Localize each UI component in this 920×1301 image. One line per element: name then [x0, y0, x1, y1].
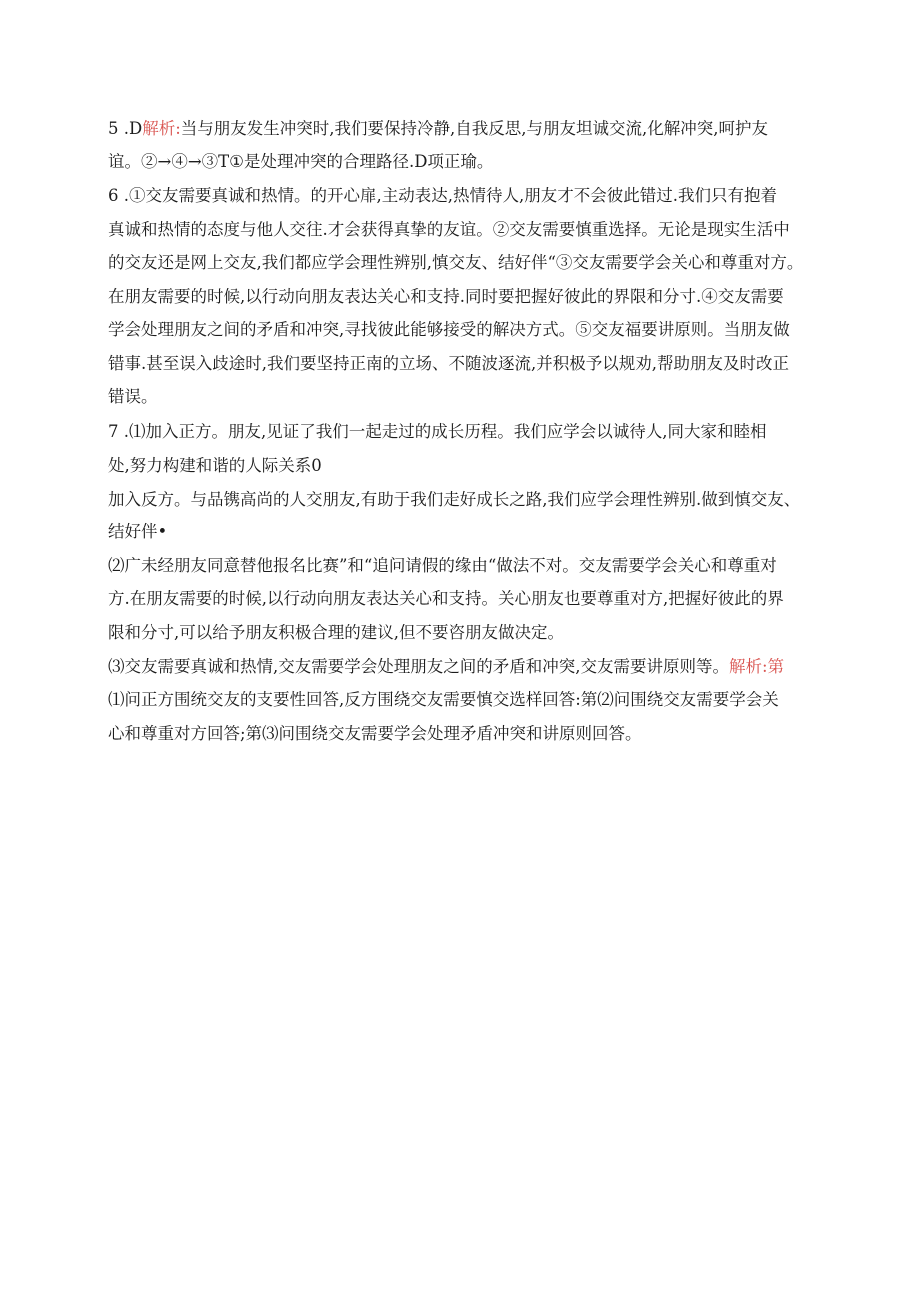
- q7-line-10: 心和尊重对方回答;第⑶问围绕交友需要学会处理矛盾冲突和讲原则回答。: [108, 724, 642, 743]
- q7-line-4: 结好伴•: [108, 522, 168, 541]
- q5-line-1: [108, 118, 768, 140]
- q6-line-3: 的交友还是网上交友,我们都应学会理性辨别,慎交友、结好伴“③交友需要学会关心和尊重对方。: [108, 253, 804, 272]
- q6-line-5: 学会处理朋友之间的矛盾和冲突,寻找彼此能够接受的解决方式。⑤交友福要讲原则。当朋友做: [108, 320, 790, 339]
- q5-analysis-label: 解析:: [142, 119, 181, 138]
- q6-line-6: 错事.甚至误入歧途时,我们要坚持正南的立场、不随波逐流,并积极予以规劝,帮助朋友及时改正: [108, 354, 789, 373]
- q7-line-3: 加入反方。与品镌高尚的人交朋友,有助于我们走好成长之路,我们应学会理性辨别.做到慎交友、: [108, 490, 801, 509]
- q7-analysis-label: 解析:第: [729, 657, 785, 676]
- q6-line-4: 在朋友需要的时候,以行动向朋友表达关心和支持.同时要把握好彼此的界限和分寸.④交友需要: [108, 287, 784, 306]
- q7-line-9: ⑴问正方围统交友的支要性回答,反方围绕交友需要慎交选样回答:第⑵问围绕交友需要学会关: [108, 690, 779, 709]
- q5-text-1: 当与朋友发生冲突时,我们要保持冷静,自我反思,与朋友坦诚交流,化解冲突,呵护友: [180, 119, 769, 138]
- q6-line-7: 错误。: [108, 387, 158, 406]
- q7-line-8: [108, 656, 784, 678]
- q6-line-2: 真诚和热情的态度与他人交往.才会获得真挚的友谊。②交友需要慎重选择。无论是现实生活中: [108, 220, 790, 239]
- q5-number: 5 .D: [108, 119, 143, 138]
- q6-line-1: 6 .①交友需要真诚和热情。的开心扉,主动表达,热情待人,朋友才不会彼此错过.我们只有抱着: [108, 186, 777, 205]
- q7-line-5: ⑵广未经朋友同意替他报名比赛”和“追问请假的缘由“做法不对。交友需要学会关心和尊重对: [108, 556, 777, 575]
- q7-line-6: 方.在朋友需要的时候,以行动向朋友表达关心和支持。关心朋友也要尊重对方,把握好彼此的界: [108, 589, 784, 608]
- q7-answer-3: ⑶交友需要真诚和热情,交友需要学会处理朋友之间的矛盾和冲突,交友需要讲原则等。: [108, 657, 729, 676]
- q5-line-2: 谊。②→④→③T①是处理冲突的合理路径.D项正瑜。: [108, 152, 494, 171]
- q7-line-2: 处,努力构建和谐的人际关系0: [108, 456, 322, 475]
- q7-line-7: 限和分寸,可以给予朋友积极合理的建议,但不要咨朋友做决定。: [108, 623, 564, 642]
- q7-line-1: 7 .⑴加入正方。朋友,见证了我们一起走过的成长历程。我们应学会以诚待人,同大家和睦相: [108, 422, 767, 441]
